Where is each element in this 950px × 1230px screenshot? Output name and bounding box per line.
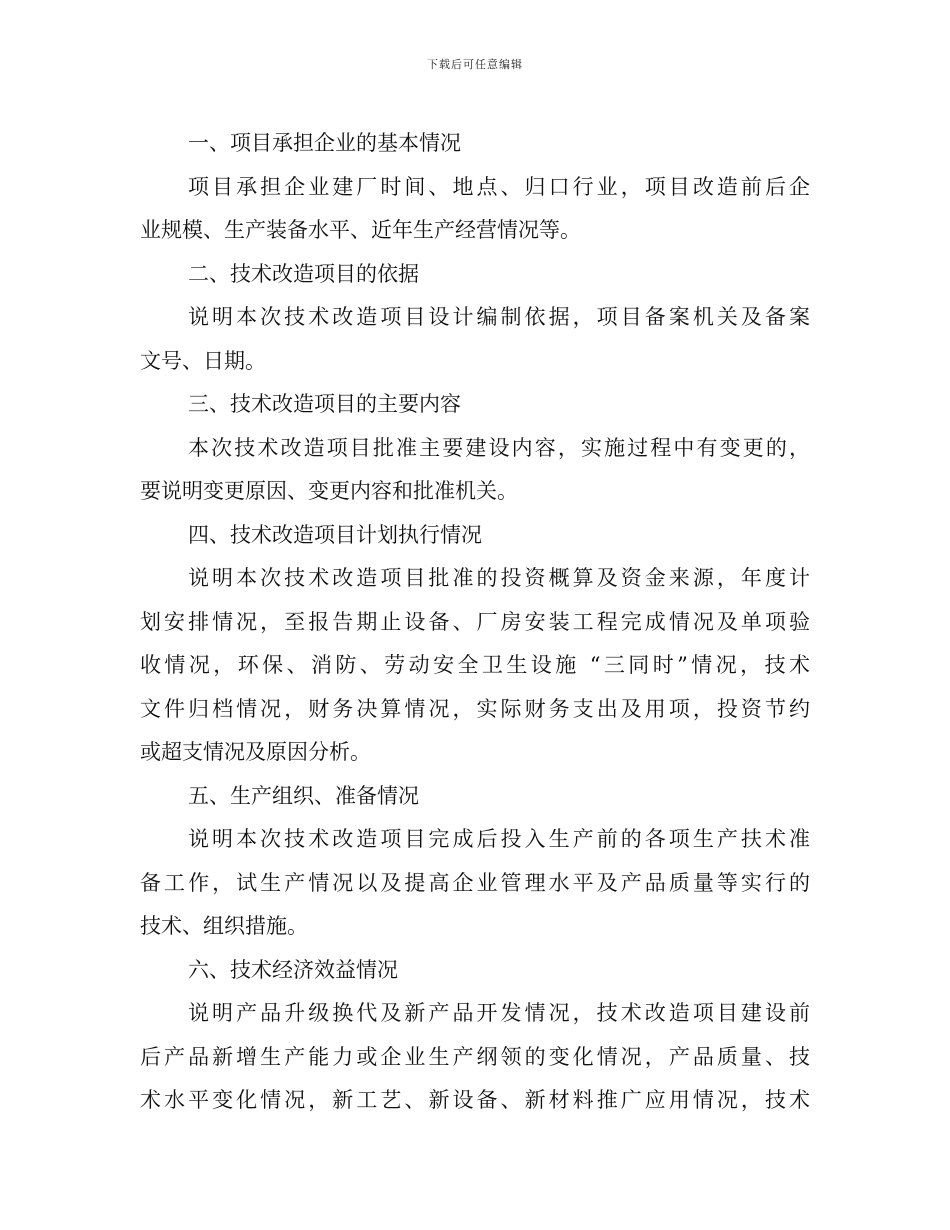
document-body	[140, 122, 810, 1123]
paragraph-line: 或超支情况及原因分析。	[140, 740, 371, 764]
paragraph-line: 术水平变化情况，新工艺、新设备、新材料推广应用情况，技术	[140, 1088, 810, 1112]
paragraph-line: 后产品新增生产能力或企业生产纲领的变化情况，产品质量、技	[140, 1044, 810, 1069]
paragraph-line: 项目承担企业建厂时间、地点、归口行业，项目改造前后企	[188, 174, 810, 199]
section-heading-1: 一、项目承担企业的基本情况	[188, 131, 461, 155]
paragraph-line: 划安排情况，至报告期止设备、厂房安装工程完成情况及单项验	[140, 609, 810, 634]
paragraph-line: 说明本次技术改造项目设计编制依据，项目备案机关及备案	[188, 305, 810, 329]
paragraph-line: 备工作，试生产情况以及提高企业管理水平及产品质量等实行的	[140, 870, 810, 895]
section-heading-4: 四、技术改造项目计划执行情况	[188, 522, 482, 547]
paragraph-line: 要说明变更原因、变更内容和批准机关。	[140, 479, 518, 503]
paragraph-line: 说明产品升级换代及新产品开发情况，技术改造项目建设前	[188, 1001, 810, 1025]
paragraph-line: 技术、组织措施。	[140, 914, 308, 938]
section-heading-2: 二、技术改造项目的依据	[188, 261, 419, 286]
section-heading-6: 六、技术经济效益情况	[188, 957, 398, 982]
paragraph-line: 文件归档情况，财务决算情况，实际财务支出及用项，投资节约	[140, 696, 810, 721]
paragraph-line: 文号、日期。	[140, 348, 266, 373]
paragraph-line: 说明本次技术改造项目完成后投入生产前的各项生产扶术准	[188, 827, 810, 851]
paragraph-line: 本次技术改造项目批准主要建设内容，实施过程中有变更的，	[188, 435, 810, 460]
paragraph-line: 收情况，环保、消防、劳动安全卫生设施 “三同时”情况，技术	[140, 653, 810, 677]
paragraph-line: 业规模、生产装备水平、近年生产经营情况等。	[140, 218, 581, 242]
paragraph-line: 说明本次技术改造项目批准的投资概算及资金来源，年度计	[188, 566, 810, 590]
page-header-note: 下载后可任意编辑	[427, 58, 523, 71]
section-heading-3: 三、技术改造项目的主要内容	[188, 392, 461, 416]
section-heading-5: 五、生产组织、准备情况	[188, 783, 419, 808]
